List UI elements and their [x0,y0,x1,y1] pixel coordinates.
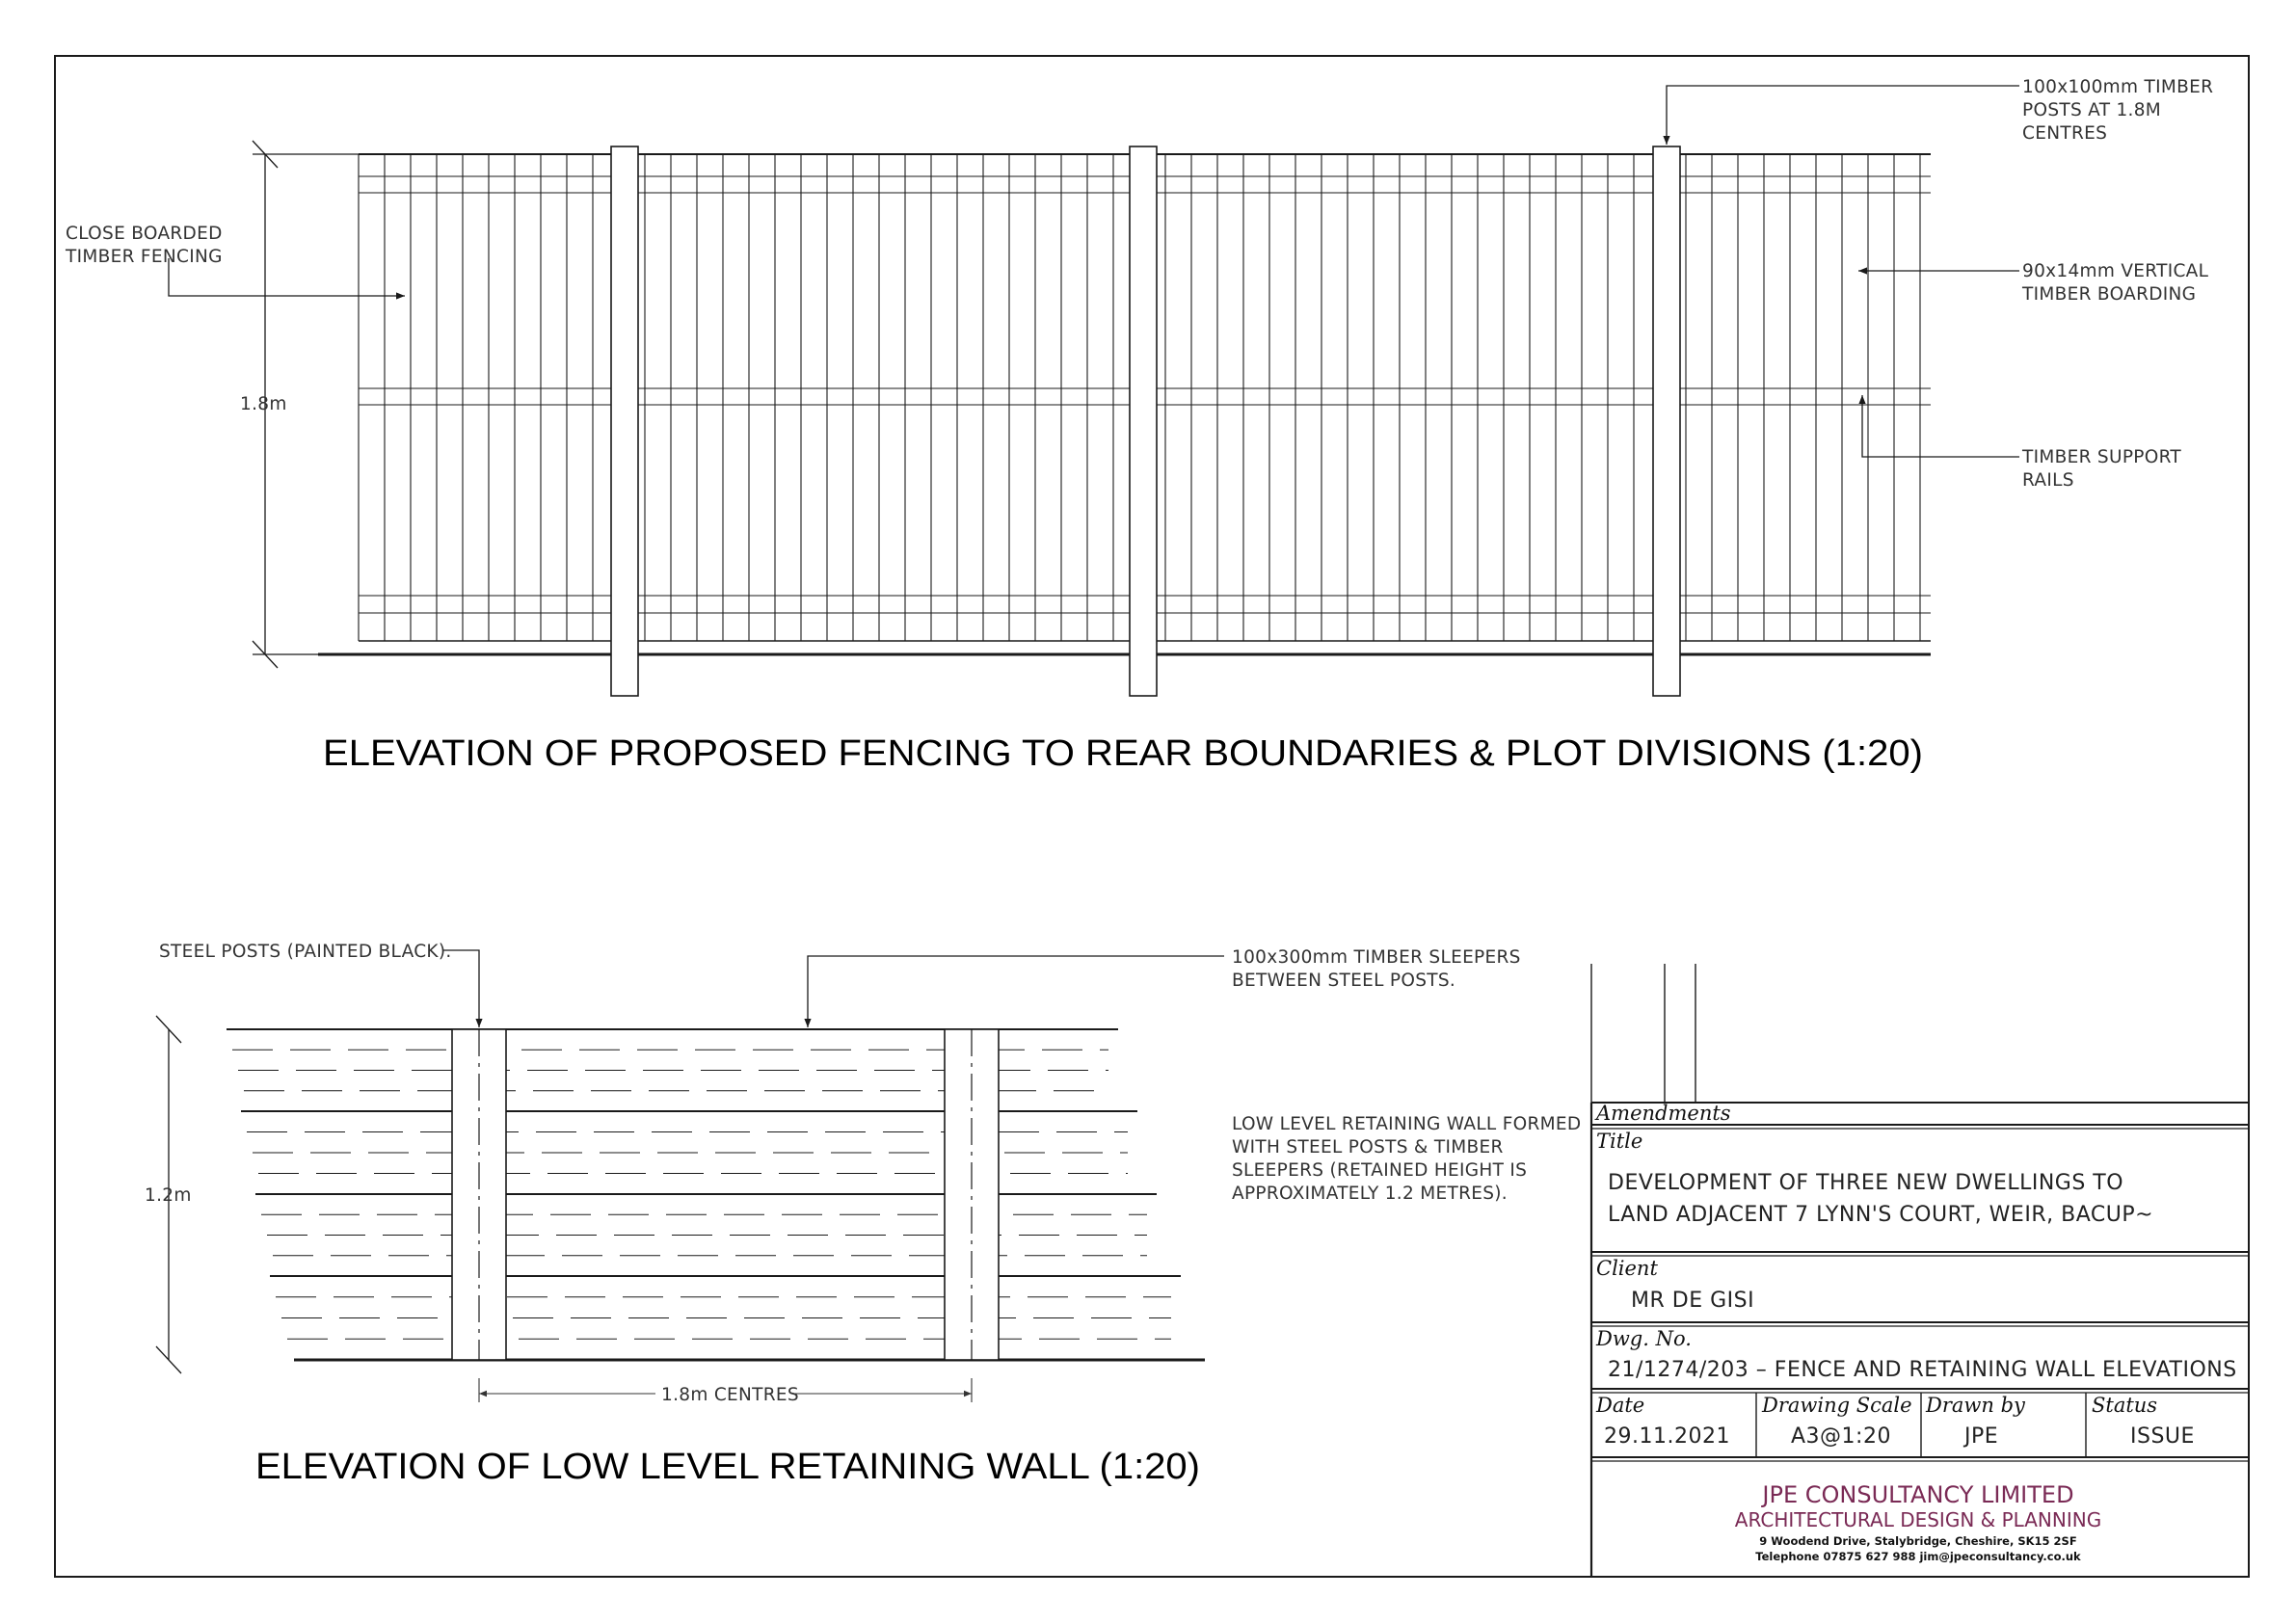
label-sleepers-2: BETWEEN STEEL POSTS. [1232,971,1456,991]
wall-note-1: LOW LEVEL RETAINING WALL FORMED [1232,1114,1582,1134]
sleeper-course-lines [227,1029,1205,1360]
fence-height-label: 1.8m [240,394,287,414]
date-label: Date [1596,1394,1645,1417]
label-close-boarded: CLOSE BOARDED [66,224,223,244]
title-line-1: DEVELOPMENT OF THREE NEW DWELLINGS TO [1608,1171,2124,1195]
wall-note-2: WITH STEEL POSTS & TIMBER [1232,1137,1504,1157]
dwg-no-value: 21/1274/203 – FENCE AND RETAINING WALL ELEVATIONS [1608,1358,2237,1382]
dwg-no-label: Dwg. No. [1596,1327,1692,1350]
wall-note-3: SLEEPERS (RETAINED HEIGHT IS [1232,1160,1528,1181]
scale-label: Drawing Scale [1762,1394,1912,1417]
label-boarding-2: TIMBER BOARDING [2022,284,2197,305]
status-label: Status [2092,1394,2158,1417]
leader-posts [1667,86,2019,145]
title-label: Title [1596,1130,1643,1153]
fence-elevation-title: ELEVATION OF PROPOSED FENCING TO REAR BOUNDARIES & PLOT DIVISIONS (1:20) [323,733,1923,774]
label-sleepers-1: 100x300mm TIMBER SLEEPERS [1232,947,1521,968]
label-posts-2: POSTS AT 1.8M [2022,100,2162,120]
label-timber-fencing: TIMBER FENCING [66,247,223,267]
wall-height-label: 1.2m [145,1185,192,1206]
wall-elevation-title: ELEVATION OF LOW LEVEL RETAINING WALL (1:20) [255,1447,1200,1487]
retaining-wall-elevation [156,950,1224,1402]
title-line-2: LAND ADJACENT 7 LYNN'S COURT, WEIR, BACUP~ [1608,1203,2154,1227]
drawn-by-label: Drawn by [1926,1394,2025,1417]
scale-value: A3@1:20 [1791,1424,1891,1449]
label-steel-posts: STEEL POSTS (PAINTED BLACK). [159,942,452,962]
date-value: 29.11.2021 [1604,1424,1730,1449]
leader-steel-posts [443,950,479,1027]
client-label: Client [1596,1257,1658,1280]
company-address: 9 Woodend Drive, Stalybridge, Cheshire, SK15 2SF [1759,1534,2077,1548]
label-posts-3: CENTRES [2022,123,2108,144]
label-posts-1: 100x100mm TIMBER [2022,77,2214,97]
status-value: ISSUE [2130,1424,2195,1449]
leader-sleepers [808,956,1224,1027]
label-rails-2: RAILS [2022,470,2074,491]
drawn-by-value: JPE [1964,1424,1999,1449]
label-rails-1: TIMBER SUPPORT [2022,447,2181,467]
title-block-text [1594,1102,2237,1563]
company-tagline: ARCHITECTURAL DESIGN & PLANNING [1734,1508,2102,1531]
label-boarding-1: 90x14mm VERTICAL [2022,261,2209,281]
wall-note-4: APPROXIMATELY 1.2 METRES). [1232,1184,1508,1204]
company-contact: Telephone 07875 627 988 jim@jpeconsultancy.co.uk [1755,1550,2081,1563]
fence-elevation [169,86,2019,696]
wall-centres-label: 1.8m CENTRES [661,1385,799,1405]
amendments-label: Amendments [1596,1102,1731,1125]
client-value: MR DE GISI [1631,1289,1755,1313]
company-name: JPE CONSULTANCY LIMITED [1762,1481,2074,1508]
